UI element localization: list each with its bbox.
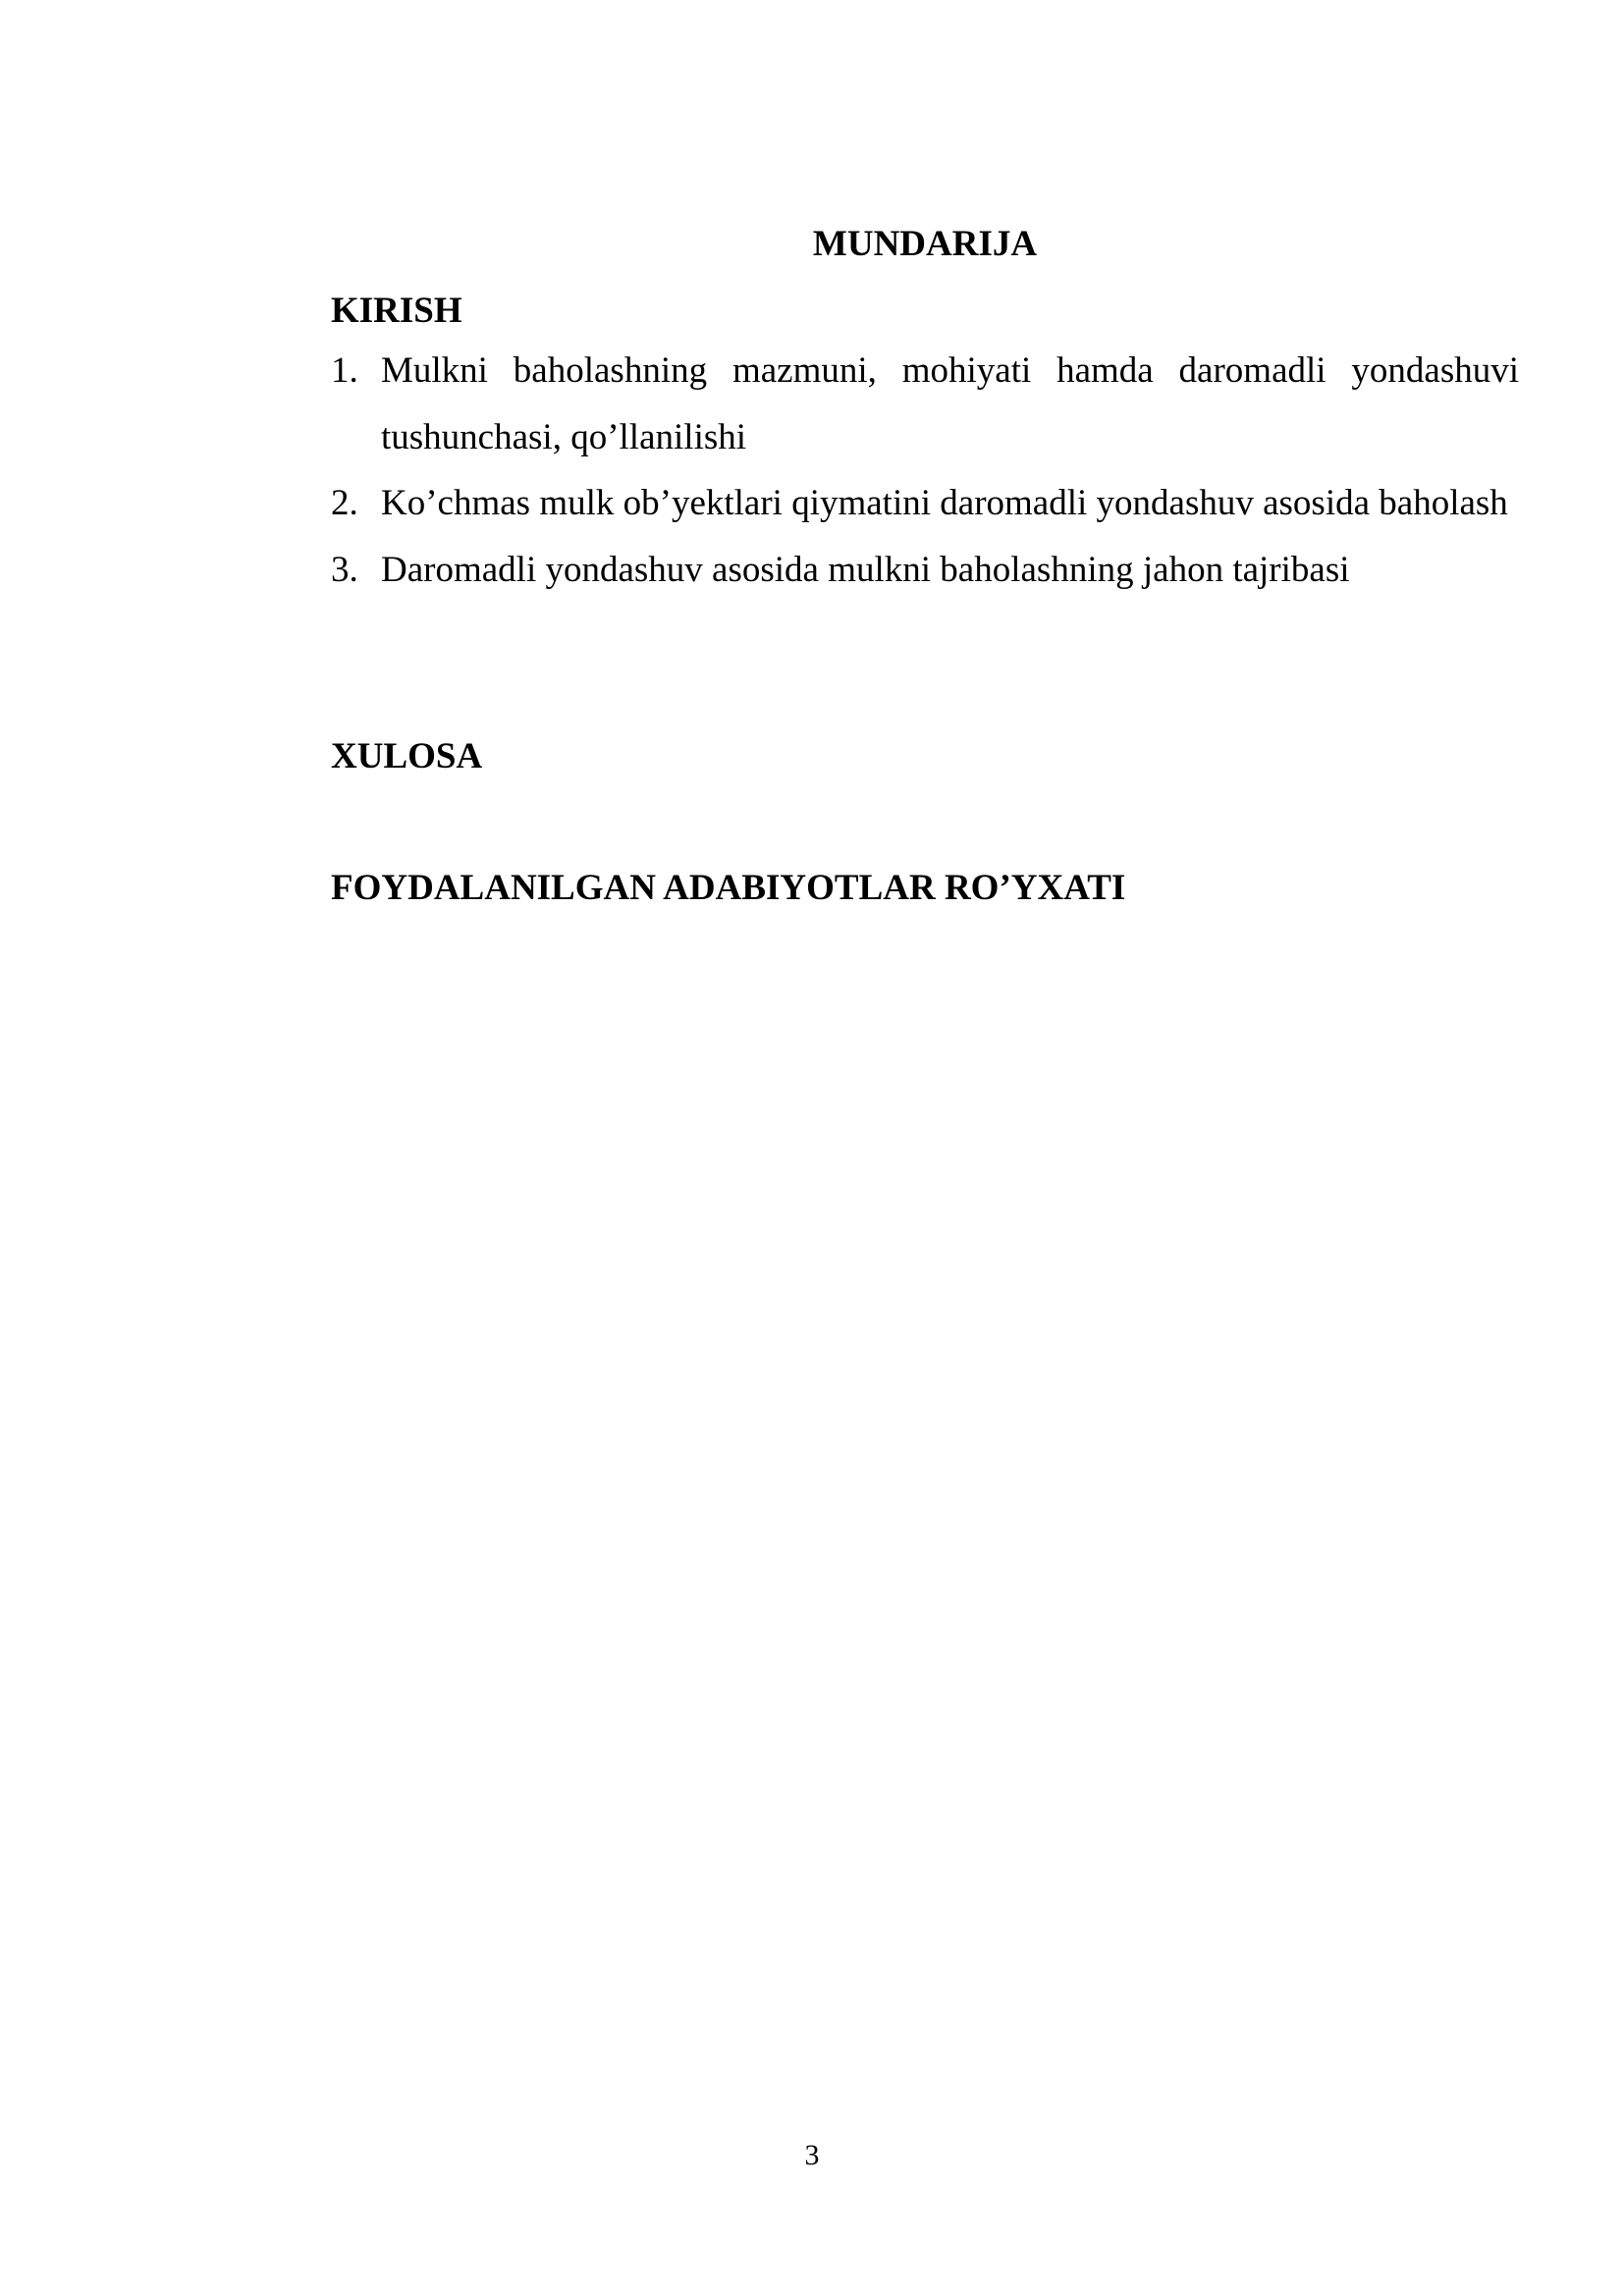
toc-introduction: KIRISH: [331, 291, 462, 331]
toc-chapter-3: [331, 537, 1519, 604]
toc-references: FOYDALANILGAN ADABIYOTLAR RO’YXATI: [331, 868, 1126, 908]
page-number: 3: [804, 2139, 820, 2171]
toc-chapter-2: [331, 470, 1519, 537]
toc-chapter-title: Ko’chmas mulk ob’yektlari qiymatini daromadli yondashuv asosida baholash: [381, 483, 1508, 523]
toc-chapter-title: Mulkni baholashning mazmuni, mohiyati hamda daromadli yondashuvi tushunchasi, qo’llanilishi: [381, 350, 1519, 457]
toc-conclusion: XULOSA: [331, 736, 483, 776]
toc-chapter-number: 1.: [331, 350, 358, 391]
toc-chapter-list: [331, 338, 1519, 603]
toc-chapter-1: [331, 338, 1519, 470]
toc-chapter-number: 3.: [331, 549, 358, 590]
toc-title: MUNDARIJA: [812, 224, 1038, 264]
table-of-contents: [331, 218, 1519, 915]
toc-chapter-number: 2.: [331, 483, 358, 523]
toc-chapter-title: Daromadli yondashuv asosida mulkni baholashning jahon tajribasi: [381, 549, 1350, 590]
